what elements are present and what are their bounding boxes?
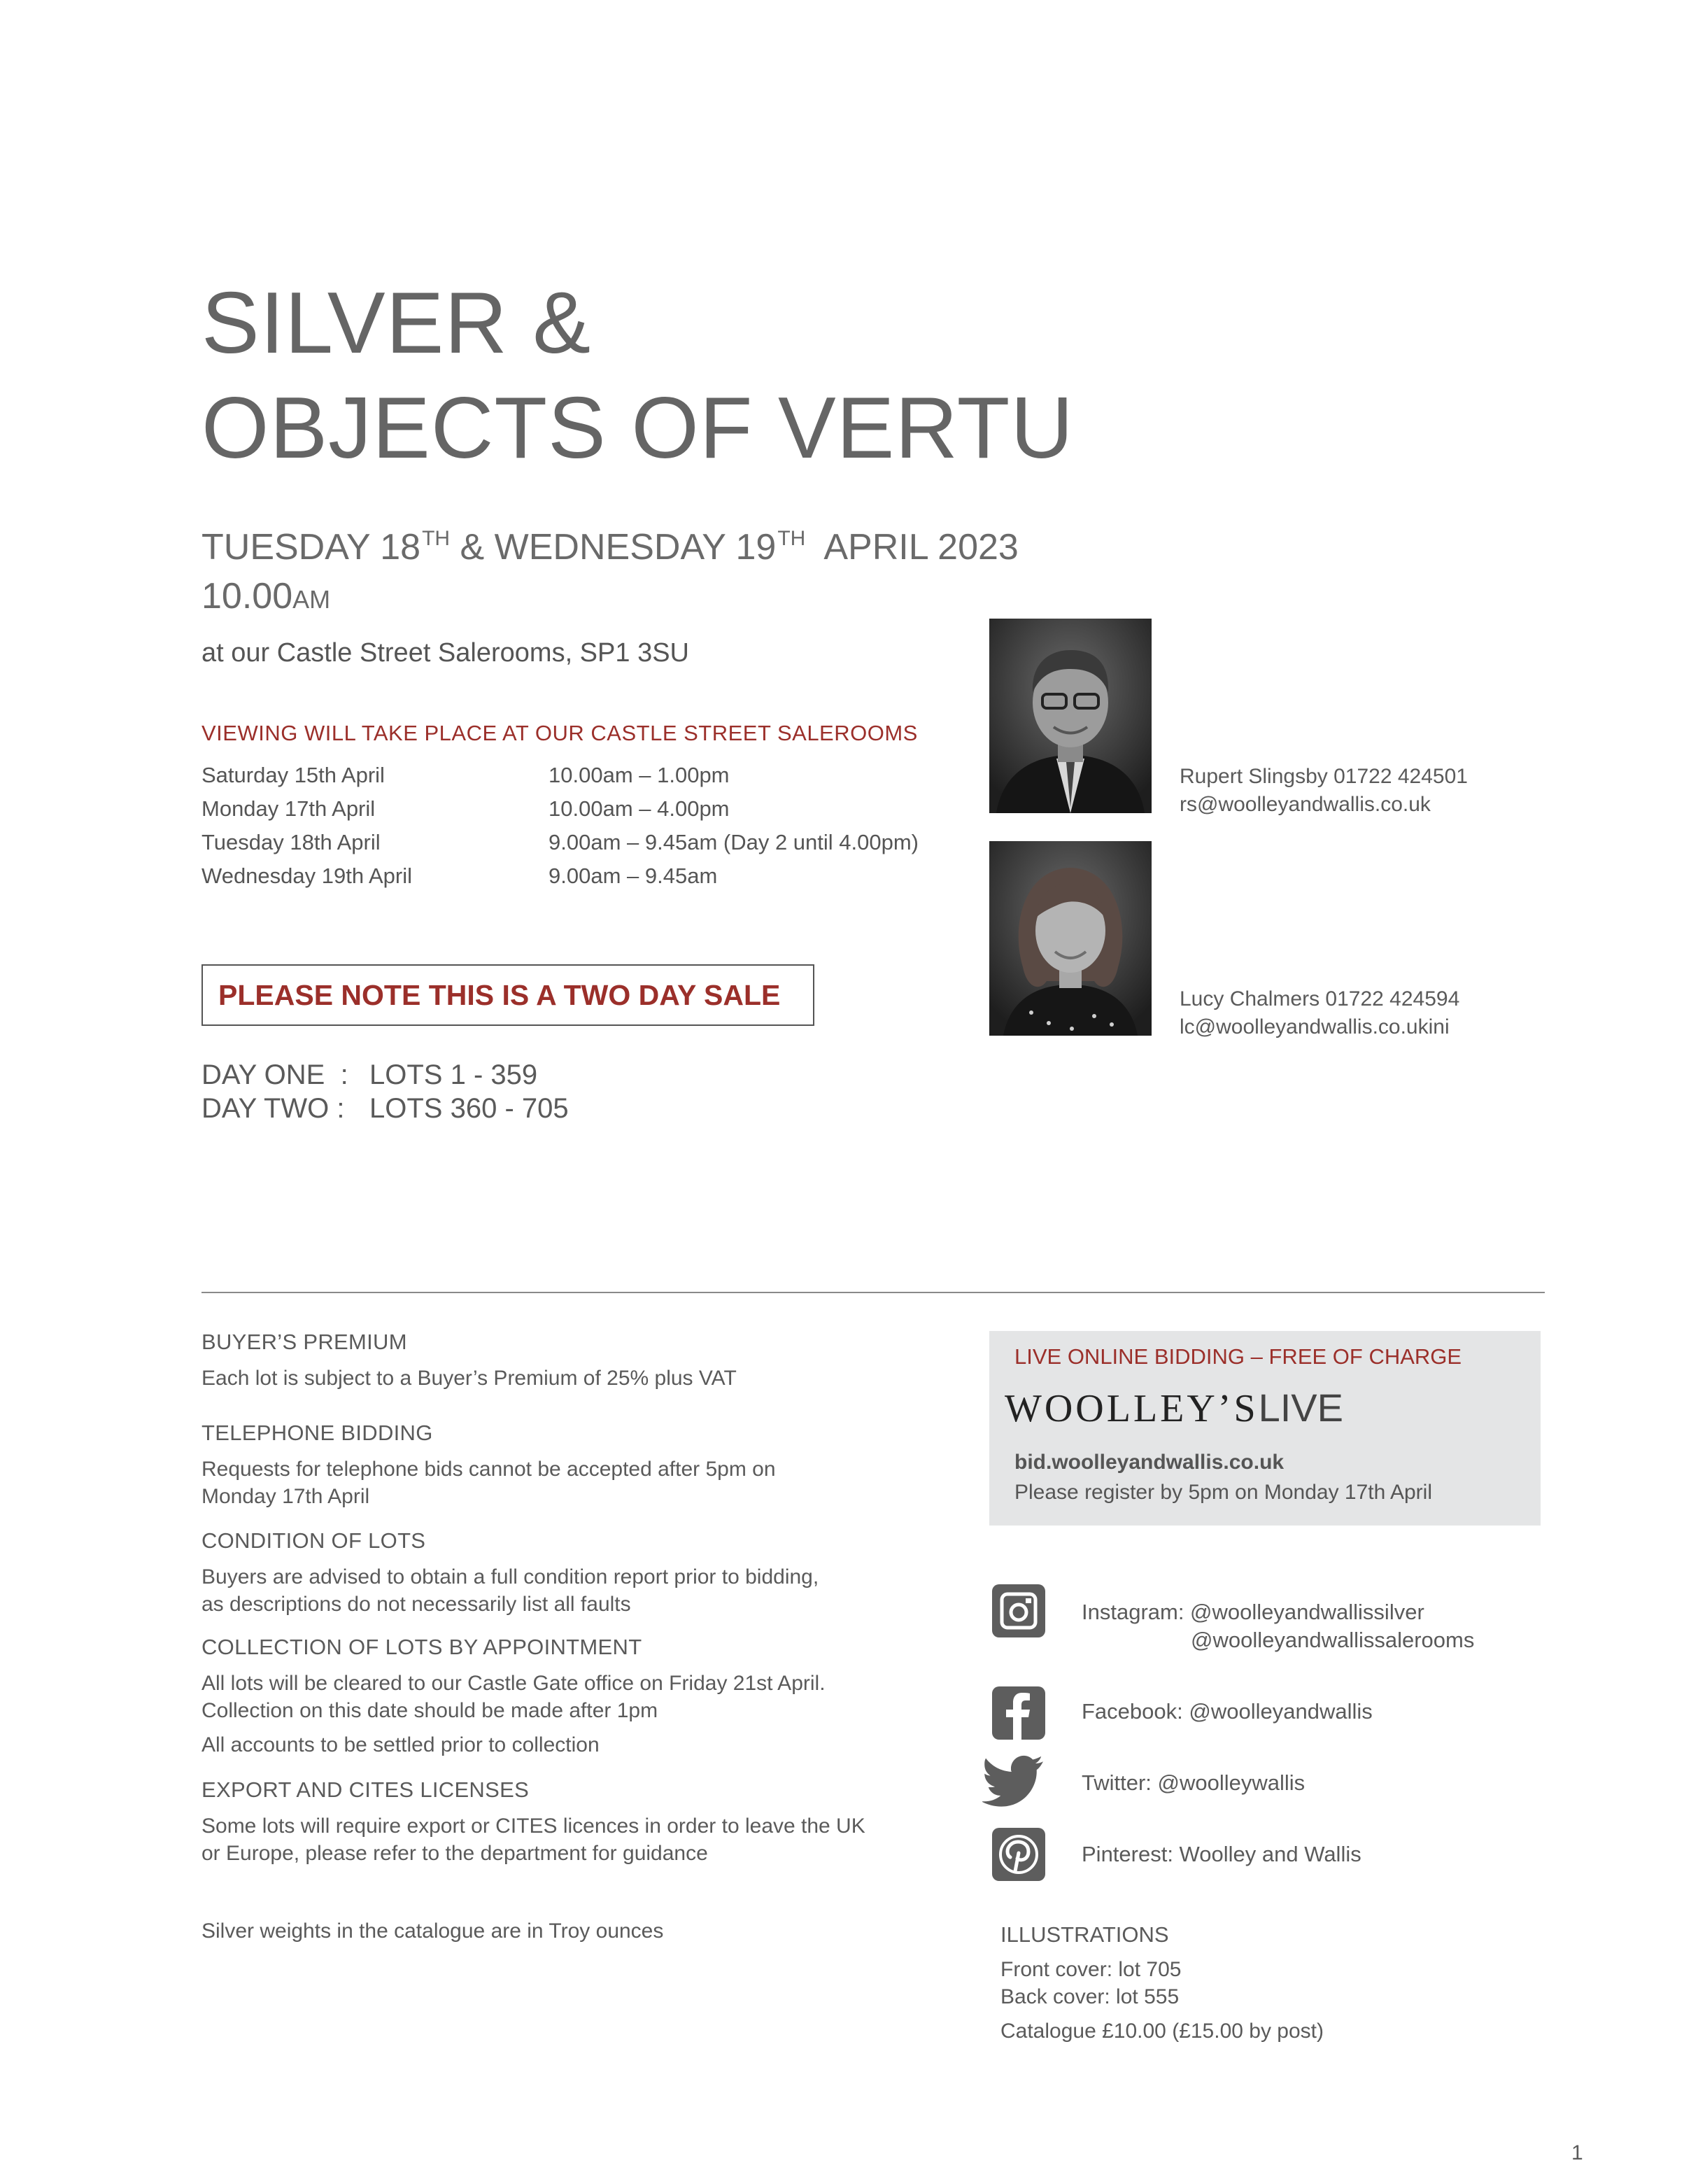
lots-row: [201, 1093, 569, 1127]
schedule-time: 10.00am – 4.00pm: [549, 796, 730, 821]
lots-day-label: DAY ONE :: [201, 1059, 348, 1090]
lots-day-label: DAY TWO :: [201, 1093, 345, 1124]
page-number: 1: [1571, 2141, 1583, 2164]
export-section: [201, 1776, 936, 1867]
illustrations-back: Back cover: lot 555: [1000, 1985, 1180, 2008]
date-part-2: & WEDNESDAY 19: [450, 527, 777, 568]
telephone-bidding-line: Requests for telephone bids cannot be accepted after 5pm on: [201, 1458, 776, 1481]
live-bidding-url[interactable]: bid.woolleyandwallis.co.uk: [1014, 1451, 1285, 1474]
lots-range: LOTS 360 - 705: [369, 1093, 569, 1124]
two-day-sale-notice: PLEASE NOTE THIS IS A TWO DAY SALE: [201, 964, 814, 1026]
logo-suffix: LIVE: [1258, 1386, 1343, 1430]
catalogue-price: Catalogue £10.00 (£15.00 by post): [1000, 2020, 1324, 2043]
export-line: or Europe, please refer to the department for guidance: [201, 1842, 708, 1865]
time-value: 10.00: [201, 576, 293, 617]
time-suffix: AM: [292, 585, 331, 614]
telephone-bidding-heading: TELEPHONE BIDDING: [201, 1421, 433, 1445]
schedule-row: [201, 864, 919, 897]
illustrations-front: Front cover: lot 705: [1000, 1958, 1182, 1981]
export-line: Some lots will require export or CITES licences in order to leave the UK: [201, 1815, 865, 1838]
logo-main: WOOLLEY’S: [1005, 1387, 1259, 1430]
schedule-row: [201, 830, 919, 864]
facebook-handle[interactable]: Facebook: @woolleyandwallis: [1082, 1699, 1373, 1724]
live-bidding-panel: [989, 1331, 1541, 1526]
schedule-row: [201, 796, 919, 830]
illustrations-heading: ILLUSTRATIONS: [1000, 1922, 1169, 1947]
sale-dates: [201, 526, 1019, 568]
contact-rupert: [1180, 763, 1468, 819]
twitter-icon[interactable]: [982, 1755, 1047, 1811]
condition-line: as descriptions do not necessarily list all faults: [201, 1593, 631, 1616]
buyers-premium-section: [201, 1328, 936, 1392]
telephone-bidding-line: Monday 17th April: [201, 1485, 370, 1508]
date-sup-1: TH: [422, 527, 451, 550]
telephone-bidding-section: [201, 1419, 936, 1510]
live-bidding-heading: LIVE ONLINE BIDDING – FREE OF CHARGE: [1014, 1344, 1462, 1369]
collection-section: [201, 1633, 936, 1759]
live-bidding-register: Please register by 5pm on Monday 17th April: [1014, 1481, 1432, 1504]
schedule-time: 9.00am – 9.45am: [549, 864, 718, 888]
viewing-heading: VIEWING WILL TAKE PLACE AT OUR CASTLE STREET SALEROOMS: [201, 721, 918, 745]
weights-note-section: [201, 1917, 936, 1945]
sale-time: [201, 575, 330, 617]
collection-line: All lots will be cleared to our Castle Gate office on Friday 21st April.: [201, 1672, 826, 1695]
title-line-2: OBJECTS OF VERTU: [201, 380, 1074, 477]
date-sup-2: TH: [777, 527, 806, 550]
facebook-icon[interactable]: [992, 1686, 1045, 1740]
instagram-handle[interactable]: @woolleyandwallissalerooms: [1191, 1628, 1475, 1652]
twitter-handle[interactable]: Twitter: @woolleywallis: [1082, 1770, 1306, 1795]
contact-lucy: [1180, 985, 1459, 1041]
weights-note: Silver weights in the catalogue are in Troy ounces: [201, 1919, 664, 1943]
contact-email[interactable]: lc@woolleyandwallis.co.ukini: [1180, 1015, 1450, 1038]
buyers-premium-heading: BUYER’S PREMIUM: [201, 1330, 407, 1354]
date-part-1: TUESDAY 18: [201, 527, 421, 568]
schedule-day: Saturday 15th April: [201, 763, 385, 787]
lots-range: LOTS 1 - 359: [369, 1059, 538, 1090]
schedule-day: Wednesday 19th April: [201, 864, 413, 888]
schedule-row: [201, 763, 919, 796]
pinterest-icon[interactable]: [992, 1828, 1045, 1881]
collection-line: All accounts to be settled prior to collection: [201, 1733, 600, 1756]
collection-heading: COLLECTION OF LOTS BY APPOINTMENT: [201, 1635, 642, 1659]
instagram-icon[interactable]: [992, 1584, 1045, 1637]
date-part-3: APRIL 2023: [805, 527, 1019, 568]
export-heading: EXPORT AND CITES LICENSES: [201, 1777, 530, 1802]
title-line-1: SILVER &: [201, 275, 592, 372]
lots-row: [201, 1059, 569, 1093]
illustrations-section: [1000, 1921, 1324, 2045]
condition-heading: CONDITION OF LOTS: [201, 1528, 426, 1553]
portrait-lucy-chalmers: [989, 841, 1152, 1036]
viewing-schedule: [201, 763, 919, 897]
schedule-time: 10.00am – 1.00pm: [549, 763, 730, 787]
condition-section: [201, 1527, 936, 1618]
contact-name-phone: Rupert Slingsby 01722 424501: [1180, 765, 1468, 788]
contact-name-phone: Lucy Chalmers 01722 424594: [1180, 987, 1460, 1010]
portrait-rupert-slingsby: [989, 619, 1152, 813]
schedule-time: 9.00am – 9.45am (Day 2 until 4.00pm): [549, 830, 919, 854]
instagram-handle[interactable]: Instagram: @woolleyandwallissilver: [1082, 1600, 1424, 1624]
venue: at our Castle Street Salerooms, SP1 3SU: [201, 638, 689, 668]
woolleys-live-logo: [1005, 1387, 1515, 1430]
schedule-day: Tuesday 18th April: [201, 830, 381, 854]
schedule-day: Monday 17th April: [201, 796, 376, 821]
lots-by-day: [201, 1059, 569, 1127]
condition-line: Buyers are advised to obtain a full condition report prior to bidding,: [201, 1565, 819, 1588]
section-divider: [201, 1292, 1545, 1293]
pinterest-handle[interactable]: Pinterest: Woolley and Wallis: [1082, 1842, 1361, 1866]
contact-email[interactable]: rs@woolleyandwallis.co.uk: [1180, 793, 1431, 816]
buyers-premium-text: Each lot is subject to a Buyer’s Premium of 25% plus VAT: [201, 1367, 737, 1390]
collection-line: Collection on this date should be made after 1pm: [201, 1699, 658, 1722]
